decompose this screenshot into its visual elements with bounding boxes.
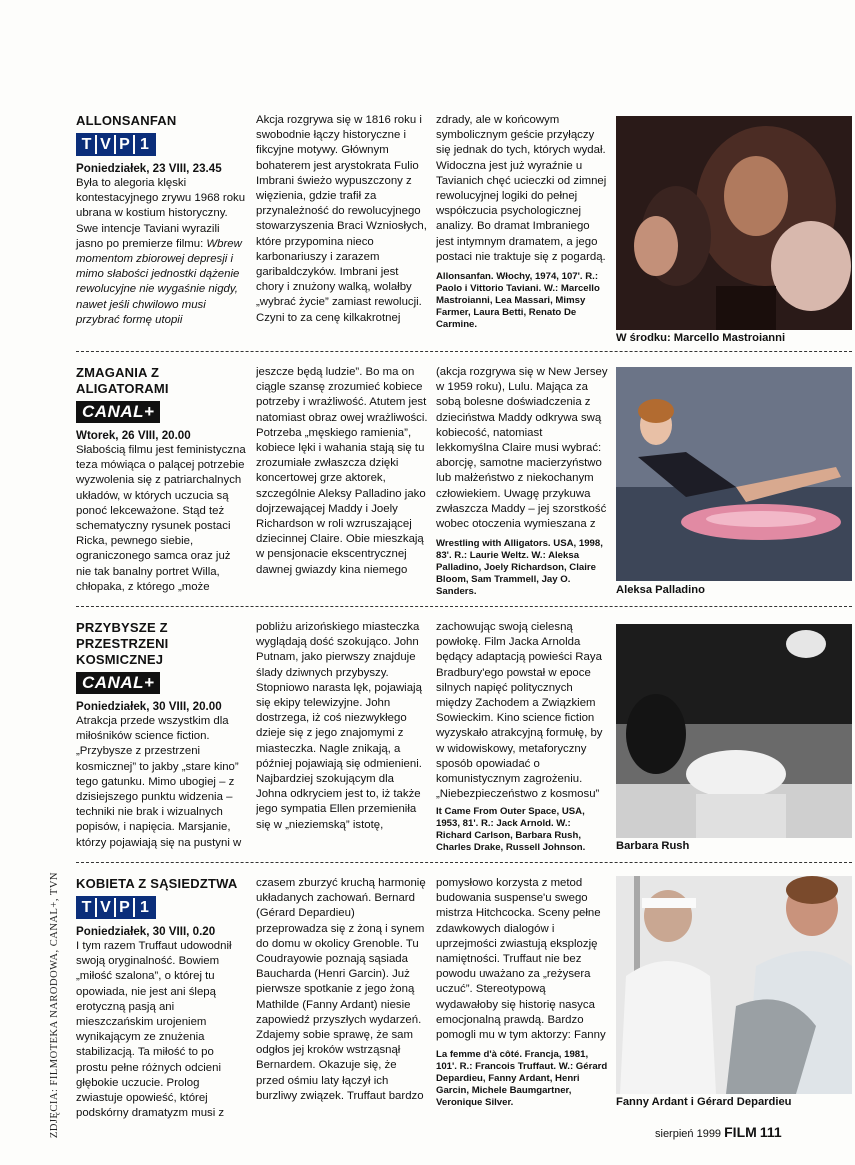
article-column-3 bbox=[436, 876, 608, 1109]
article-text: jeszcze będą ludzie”. Bo ma on ciągle szansę zrozumieć kobiece potrzeby i wrażliwość. Atutem jest natomiast obraz owej wrażliwości. Potrzeba „męskiego ramienia”, kobiece lęki i wahania stają się tu zrozumiałe zwłaszcza dzięki koncertowej grze aktorek, szczególnie Aleksy Palladino jako dojrzewającej Maddy i Joely Richardson w roli wzruszającej dziecinnej Claire. Obie mieszkają w pensjonacie ekscentrycznej dawnej gwiazdy kina niemego bbox=[256, 366, 428, 576]
article-text: pobliżu arizońskiego miasteczka wyglądają dość szokująco. John Putnam, jako pierwszy znajduje ślady dziwnych przybyszy. Stopniowo narasta lęk, pojawiają się ekipy telewizyjne. John dostrzega, iż coś niezwykłego dzieje się z jego znajomymi z miasteczka. Nagle znikają, a później pojawiają się odmienieni. Najbardziej szokującym dla Johna odkryciem jest to, iż także jego sympatia Ellen przemieniła się w „nieziemską” istotę, bbox=[256, 621, 422, 831]
article-la-femme-d-a-cote bbox=[76, 876, 852, 1120]
article-text: Słabością filmu jest feministyczna teza mówiąca o palącej potrzebie wyzwolenia się z patriarchalnych układów, w których uczucia są ponoć lekceważone. Stąd też schematyczny rysunek postaci Ricka, pewnego siebie, ograniczonego samca oraz już nie tak banalny portret Willa, chłopaka, z którego „może bbox=[76, 444, 246, 593]
article-text: czasem zburzyć kruchą harmonię układanych zachowań. Bernard (Gérard Depardieu) przeprowadza się z żoną i synem do domu w okolicy Grenoble. Tu Coudrayowie poznają sąsiada Bauchardа (Henri Garcin). Już pierwsze spotkanie z jego żoną Mathilde (Fanny Ardant) niesie zapowiedź przyszłych wydarzeń. Zdajemy sobie sprawę, że sam odgłos jej kroków wstrząsnął Bernardem. Okazuje się, że przed ośmiu laty łączył ich burzliwy związek. Truffaut bardzo bbox=[256, 877, 426, 1102]
article-allonsanfan bbox=[76, 113, 852, 345]
article-title: ALLONSANFAN bbox=[76, 113, 177, 128]
film-credits: La femme d'à côté. Francja, 1981, 101'. R.: Francois Truffaut. W.: Gérard Depardieu, Fanny Ardant, Henri Garcin, Michele Baumgartner, Veronique Silver. bbox=[436, 1049, 608, 1108]
issue-date: sierpień 1999 bbox=[655, 1128, 722, 1140]
article-text: (akcja rozgrywa się w New Jersey w 1959 roku), Lulu. Mająca za sobą bolesne doświadczenia z dzieciństwa Maddy odkrywa swą kobiecość, natomiast lekkomyślna Claire musi wybrać: aborcję, samotne macierzyństwo lub małżeństwo z niekochanym człowiekiem. Uwagę przykuwa zwłaszcza Maddy – jej szorstkość wobec otoczenia wymieszana z bbox=[436, 366, 608, 531]
tvp1-logo: T V P 1 bbox=[76, 896, 156, 919]
broadcast-time: Poniedziałek, 30 VIII, 20.00 bbox=[76, 700, 222, 713]
article-body bbox=[76, 443, 248, 608]
article-column-3 bbox=[436, 113, 608, 331]
article-text: Akcja rozgrywa się w 1816 roku i swobodnie łączy historyczne i fikcyjne motywy. Głównym bohaterem jest arystokrata Fulio Imbrani świeżo wypuszczony z więzienia, gdzie trafił za przynależność do rewolucyjnego stowarzyszenia Braci Wzniosłych, które przypomina nieco karbonariuszy i zarazem garibaldczyków. Imbrani jest chory i znużony walką, wolałby „wybrać życie” zamiast rewolucji. Czyni to za cenę kilkakrotnej bbox=[256, 114, 427, 324]
article-column-1 bbox=[76, 113, 248, 328]
broadcast-time: Poniedziałek, 30 VIII, 0.20 bbox=[76, 925, 216, 938]
magazine-name: FILM bbox=[724, 1124, 757, 1140]
broadcast-time: Poniedziałek, 23 VIII, 23.45 bbox=[76, 162, 222, 175]
article-column-2 bbox=[256, 620, 428, 840]
article-column-1 bbox=[76, 876, 248, 1121]
photo-caption: W środku: Marcello Mastroianni bbox=[616, 332, 786, 344]
film-credits: It Came From Outer Space, USA, 1953, 81'. R.: Jack Arnold. W.: Richard Carlson, Barbara Rush, Charles Drake, Russell Johnson. bbox=[436, 806, 586, 853]
article-column-1 bbox=[76, 365, 248, 608]
page-footer bbox=[655, 1124, 782, 1140]
article-column-2 bbox=[256, 113, 428, 333]
article-text: Atrakcja przede wszystkim dla miłośników science fiction. „Przybysze z przestrzeni kosmicznej” to jakby „stare kino” tego gatunku. Mimo ubogiej – z dzisiejszego punktu widzenia – techniki nie brak i wizualnych popisów, i napięcia. Marsjanie, którzy pojawiają się na pustyni w bbox=[76, 715, 242, 849]
canal-plus-logo: CANAL+ bbox=[76, 672, 160, 694]
article-title: ZMAGANIA Z ALIGATORAMI bbox=[76, 365, 169, 396]
page-number: 111 bbox=[759, 1124, 782, 1140]
photo-caption: Aleksa Palladino bbox=[616, 584, 705, 596]
film-credits: Allonsanfan. Włochy, 1974, 107'. R.: Paolo i Vittorio Taviani. W.: Marcello Mastroianni, Lea Massari, Mimsy Farmer, Laura Betti, Renato De Carmine. bbox=[436, 271, 600, 330]
film-still-la-femme bbox=[616, 876, 852, 1094]
film-still-wrestling bbox=[616, 367, 852, 581]
film-still-outer-space bbox=[616, 624, 852, 838]
article-wrestling-with-alligators bbox=[76, 365, 852, 597]
photo-credit: ZDJĘCIA: FILMOTEKA NARODOWA, CANAL+, TVN bbox=[49, 872, 60, 1139]
broadcast-time: Wtorek, 26 VIII, 20.00 bbox=[76, 429, 191, 442]
article-text: zachowując swoją cielesną powłokę. Film Jacka Arnolda będący adaptacją powieści Raya Bradbury'ego powstał w epoce silnych napięć politycznych między Zachodem a Związkiem Sowieckim. Kino science fiction wyzyskało atrakcyjną formułę, by w widowiskowy, metaforyczny sposób opowiadać o komunistycznym zagrożeniu. „Niebezpieczeństwo z kosmosu” bbox=[436, 621, 603, 800]
article-column-3 bbox=[436, 365, 608, 598]
photo-caption: Fanny Ardant i Gérard Depardieu bbox=[616, 1096, 792, 1108]
article-body bbox=[256, 113, 428, 333]
article-body bbox=[76, 939, 248, 1121]
article-it-came-from-outer-space bbox=[76, 620, 852, 856]
article-column-1 bbox=[76, 620, 248, 851]
article-column-3 bbox=[436, 620, 608, 854]
section-divider bbox=[76, 606, 852, 607]
director-quote: Wbrew momentom zbiorowej depresji i mimo słabości jednostki dążenie rewolucyjne nie wygaśnie nigdy, nawet jeśli chwilowo musi przybrać formę utopii bbox=[76, 237, 242, 326]
article-text: pomysłowo korzysta z metod budowania suspense'u swego mistrza Hitchcocka. Sceny pełne zdawkowych dialogów i uprzejmości zwiastują eksplozję namiętności. Truffaut nie bez powodu uważano za „reżysera uczuć”. Stereotypową wydawałoby się historię nasyca emocjonalną prawdą. Bardzo pomogli mu w tym aktorzy: Fanny bbox=[436, 877, 606, 1042]
article-column-2 bbox=[256, 365, 428, 585]
film-still-allonsanfan bbox=[616, 116, 852, 330]
tvp1-logo: T V P 1 bbox=[76, 133, 156, 156]
photo-caption: Barbara Rush bbox=[616, 840, 690, 852]
article-intro: Była to alegoria klęski kontestacyjnego zrywu 1968 roku ubrana w kostium historyczny. Swe intencje Taviani wyrazili jasno po premierze filmu: Wbrew momentom zbiorowej depresji i mimo słabości jednostki dążenie rewolucyjne nie wygaśnie nigdy, nawet jeśli chwilowo musi przybrać formę utopii bbox=[76, 177, 246, 326]
article-body bbox=[76, 714, 248, 851]
section-divider bbox=[76, 351, 852, 352]
section-divider bbox=[76, 862, 852, 863]
article-text: I tym razem Truffaut udowodnił swoją oryginalność. Bowiem „miłość szalona”, o której tu opowiada, nie jest ani ślepą erotyczną pasją ani mieszczańskim urojeniem wynikającym ze znużenia stabilizacją. Ta miłość to po prostu pełne różnych odcieni głębokie uczucie. Prolog zwiastuje opowieść, której podskórny dramatyzm musi z bbox=[76, 940, 232, 1120]
article-column-2 bbox=[256, 876, 428, 1104]
film-credits: Wrestling with Alligators. USA, 1998, 83'. R.: Laurie Weltz. W.: Aleksa Palladino, Joely Richardson, Claire Bloom, Sam Trammell, Jay O. Sanders. bbox=[436, 538, 603, 597]
article-title: KOBIETA Z SĄSIEDZTWA bbox=[76, 876, 238, 891]
article-title: PRZYBYSZE Z PRZESTRZENI KOSMICZNEJ bbox=[76, 620, 169, 667]
article-text: zdrady, ale w końcowym symbolicznym geście przyłączy się jednak do tych, których wydał. Widoczna jest już wyraźnie u Tavianich chęć ucieczki od zimnej rewolucyjnej logiki do pełnej współczucia psychologicznej analizy. Bo dramat Imbraniego jest intymnym dramatem, a jego postaci nie traktuje się z pogardą. bbox=[436, 114, 607, 263]
canal-plus-logo: CANAL+ bbox=[76, 401, 160, 423]
